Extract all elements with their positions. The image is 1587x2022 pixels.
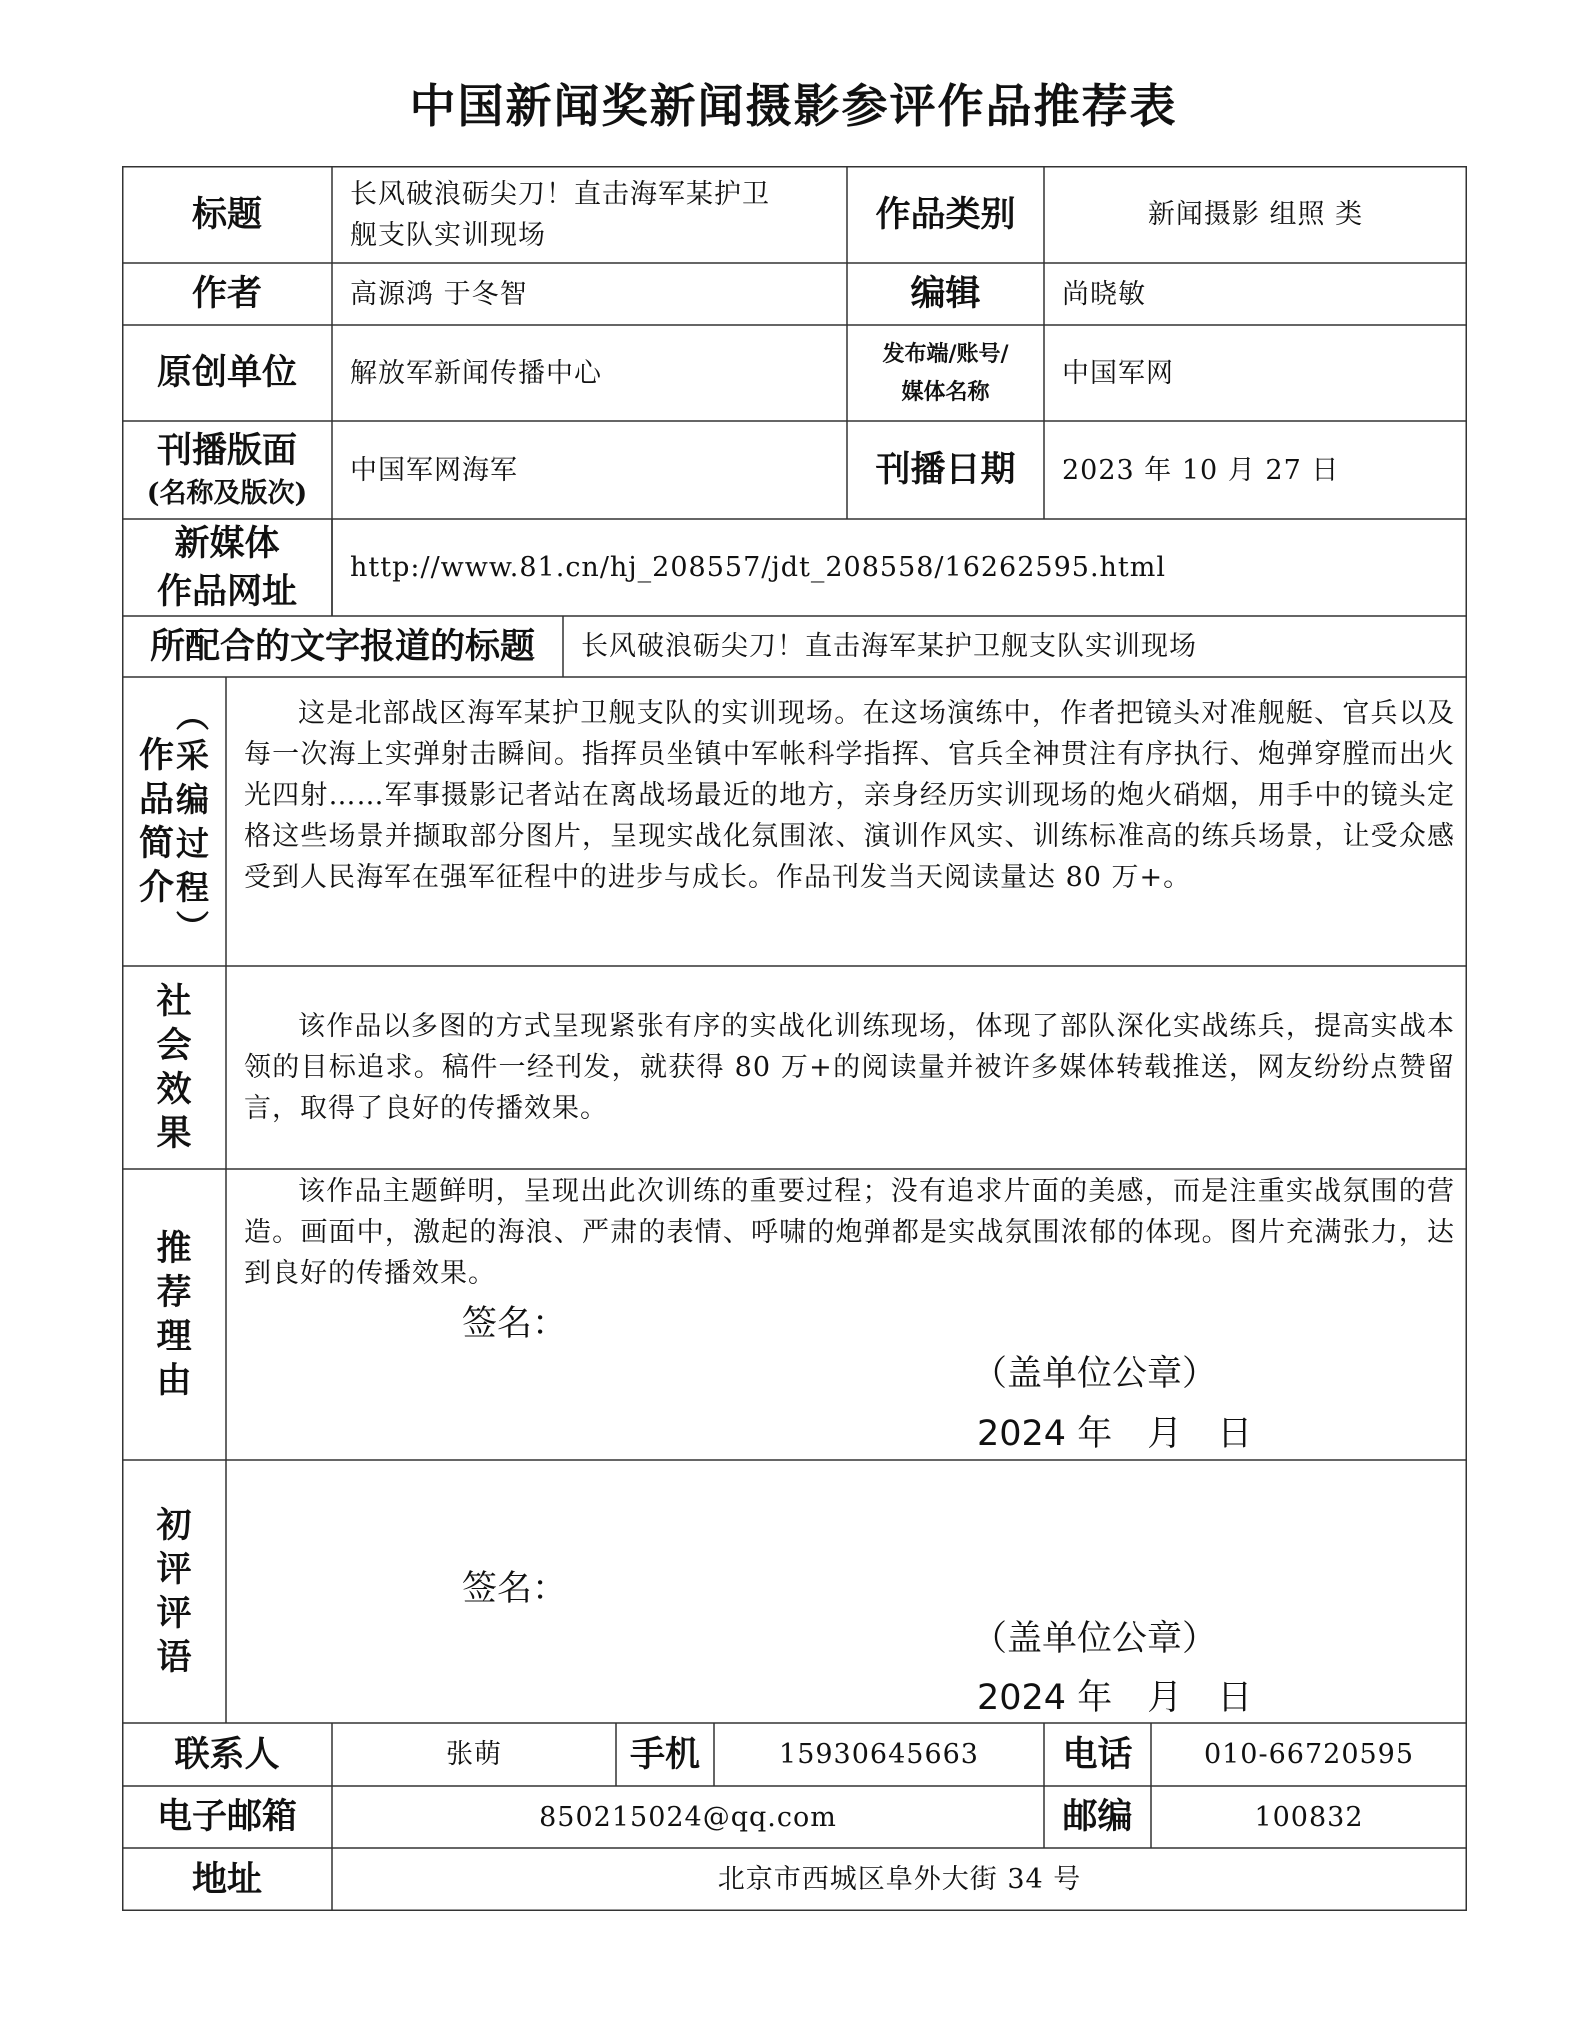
label-zip: 邮编 [1062,1796,1133,1837]
review-sign-date: 2024 年 月 日 [977,1678,1253,1718]
label-author: 作者 [191,273,262,314]
label-related-title: 所配合的文字报道的标题 [149,625,535,667]
label-effect-char: 社 [156,980,192,1022]
label-publisher-line1: 发布端/账号/ [882,341,1009,367]
review-signature-label: 签名： [462,1569,568,1609]
label-process-char: 作 [138,734,174,776]
value-url: http://www.81.cn/hj_208557/jdt_208558/16262595.html [350,552,1167,583]
label-process-char: ︵ [176,695,209,735]
label-publisher-line2: 媒体名称 [901,379,990,405]
label-review [122,1460,226,1723]
document-title: 中国新闻奖新闻摄影参评作品推荐表 [409,79,1178,133]
label-process-char: 介 [138,866,174,908]
label-process-char: 采 [176,735,209,775]
label-email: 电子邮箱 [156,1796,297,1837]
value-effect [226,966,1467,1169]
value-author: 高源鸿 于冬智 [350,278,528,310]
value-reason-text: 该作品主题鲜明，呈现出此次训练的重要过程；没有追求片面的美感，而是注重实战氛围的营造。画面中，激起的海浪、严肃的表情、呼啸的炮弹都是实战氛围浓郁的体现。图片充满张力，达到良好的传播效果。 [244,1176,1455,1289]
label-page-line1: 刊播版面 [156,430,297,471]
label-process-char: 程 [176,867,209,907]
value-title-line2: 舰支队实训现场 [350,219,546,251]
label-editor: 编辑 [910,273,981,314]
label-review-char: 评 [156,1548,192,1590]
value-mobile: 15930645663 [779,1739,979,1770]
label-reason-char: 推 [156,1227,192,1269]
label-page-line2: (名称及版次) [146,478,308,509]
label-reason-char: 理 [156,1315,192,1357]
value-reason [226,1169,1467,1289]
label-address: 地址 [191,1858,262,1900]
label-effect [122,966,226,1169]
label-url-line1: 新媒体 [174,522,280,564]
label-date: 刊播日期 [875,449,1016,490]
reason-sign-date: 2024 年 月 日 [977,1414,1253,1454]
label-process-char: 简 [138,822,174,864]
label-reason-char: 荐 [156,1271,192,1313]
value-editor: 尚晓敏 [1062,278,1146,310]
label-reason-char: 由 [156,1359,192,1401]
label-org: 原创单位 [156,352,297,393]
label-review-char: 初 [156,1504,192,1546]
value-title-line1: 长风破浪砺尖刀！直击海军某护卫 [350,178,770,210]
review-seal-label: （盖单位公章） [972,1619,1218,1659]
label-mobile: 手机 [629,1733,700,1775]
value-address: 北京市西城区阜外大街 34 号 [717,1864,1082,1895]
label-url [122,519,332,616]
label-process-char: 编 [176,779,209,819]
value-related-title: 长风破浪砺尖刀！直击海军某护卫舰支队实训现场 [581,631,1197,662]
value-org: 解放军新闻传播中心 [350,357,602,389]
value-publisher: 中国军网 [1062,357,1174,389]
label-publisher [847,325,1044,421]
label-reason [122,1169,226,1460]
label-review-char: 语 [156,1636,192,1678]
label-effect-char: 效 [156,1068,192,1110]
label-category: 作品类别 [875,193,1016,235]
value-title [332,166,847,263]
label-effect-char: 果 [156,1112,192,1154]
label-process-col2 [176,695,209,947]
value-phone: 010-66720595 [1203,1739,1415,1770]
value-page: 中国军网海军 [350,454,518,486]
label-process-char: ︶ [176,907,209,947]
label-process-char: 过 [176,823,209,863]
label-process-col1 [139,734,174,910]
value-date: 2023 年 10 月 27 日 [1062,454,1340,486]
value-zip: 100832 [1254,1801,1364,1833]
label-review-char: 评 [156,1592,192,1634]
label-title: 标题 [191,193,262,235]
label-contact: 联系人 [174,1733,280,1775]
recommendation-form [122,166,1467,1911]
reason-signature-label: 签名： [462,1304,568,1344]
value-contact: 张萌 [446,1739,502,1770]
label-process [122,677,226,966]
reason-seal-label: （盖单位公章） [972,1354,1218,1394]
label-url-line2: 作品网址 [156,570,297,612]
value-category: 新闻摄影 组照 类 [1147,199,1364,230]
label-process-char: 品 [138,778,174,820]
value-effect-text: 该作品以多图的方式呈现紧张有序的实战化训练现场，体现了部队深化实战练兵，提高实战本领的目标追求。稿件一经刊发，就获得 80 万+的阅读量并被许多媒体转载推送，网友纷纷点赞留言，取得了良好的传播效果。 [244,1011,1455,1124]
label-effect-char: 会 [156,1024,192,1066]
value-email: 850215024@qq.com [539,1801,837,1833]
label-phone: 电话 [1062,1733,1133,1775]
label-page [122,421,332,519]
value-process [226,677,1467,966]
value-process-text: 这是北部战区海军某护卫舰支队的实训现场。在这场演练中，作者把镜头对准舰艇、官兵以及每一次海上实弹射击瞬间。指挥员坐镇中军帐科学指挥、官兵全神贯注有序执行、炮弹穿膛而出火光四射……军事摄影记者站在离战场最近的地方，亲身经历实训现场的炮火硝烟，用手中的镜头定格这些场景并撷取部分图片，呈现实战化氛围浓、演训作风实、训练标准高的练兵场景，让受众感受到人民海军在强军征程中的进步与成长。作品刊发当天阅读量达 80 万+。 [244,698,1455,893]
